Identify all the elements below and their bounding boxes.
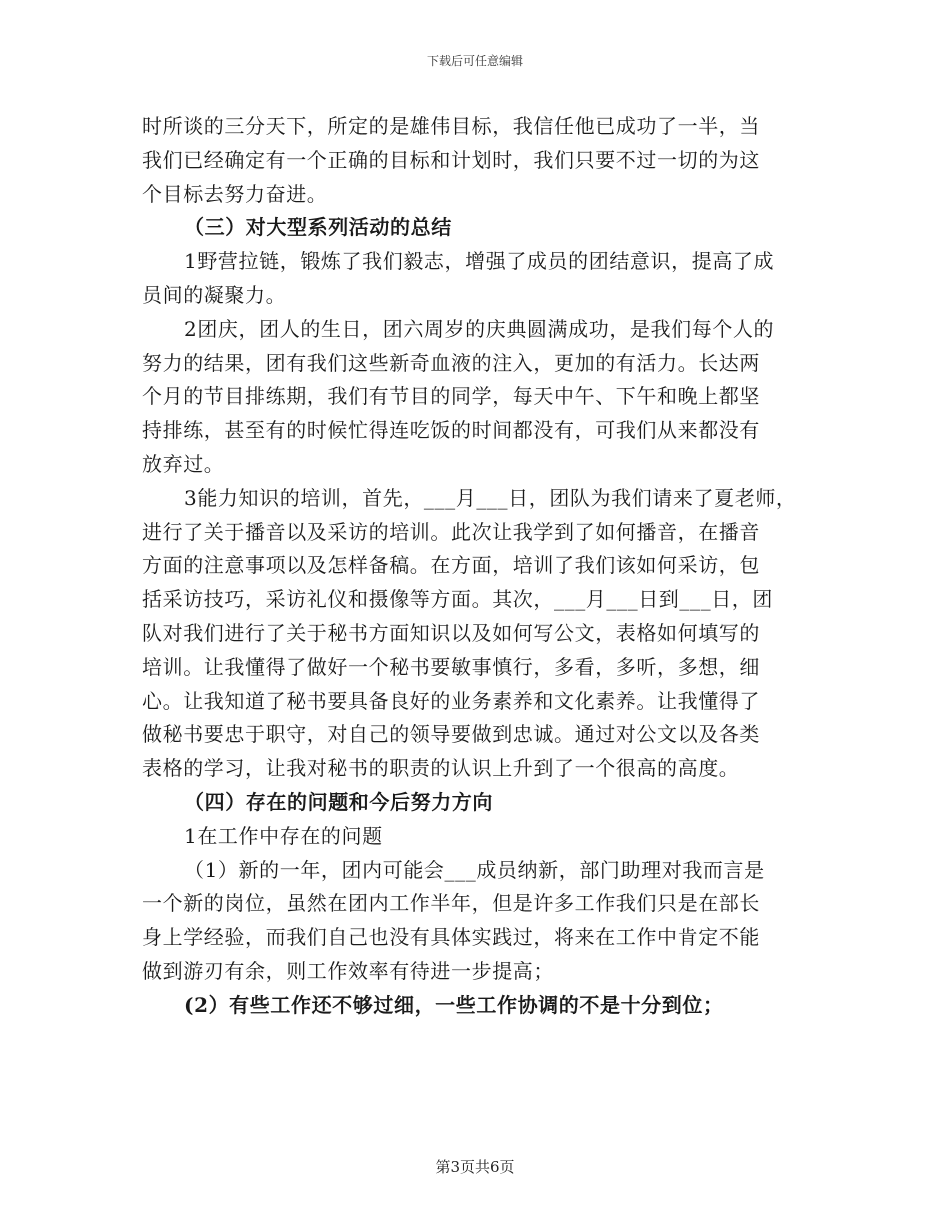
subsection-heading: 1在工作中存在的问题 xyxy=(184,823,383,848)
text-line: 队对我们进行了关于秘书方面知识以及如何写公文，表格如何填写的 xyxy=(142,620,760,645)
body-text xyxy=(142,110,832,1023)
text-line: 个目标去努力奋进。 xyxy=(142,181,328,206)
text-line: 做到游刃有余，则工作效率有待进一步提高； xyxy=(142,958,554,983)
page-header: 下载后可任意编辑 xyxy=(426,54,523,68)
text-line: 进行了关于播音以及采访的培训。此次让我学到了如何播音，在播音 xyxy=(142,519,760,544)
bold-text-line: (2）有些工作还不够过细，一些工作协调的不是十分到位； xyxy=(184,992,724,1017)
text-line: 放弃过。 xyxy=(142,451,225,476)
text-line: 表格的学习，让我对秘书的职责的认识上升到了一个很高的高度。 xyxy=(142,756,740,781)
text-line: 时所谈的三分天下，所定的是雄伟目标，我信任他已成功了一半，当 xyxy=(142,114,760,138)
text-line: 培训。让我懂得了做好一个秘书要敏事慎行，多看，多听，多想，细 xyxy=(142,654,760,679)
page-footer: 第3页共6页 xyxy=(435,1158,515,1176)
section-heading: （四）存在的问题和今后努力方向 xyxy=(184,789,493,814)
text-line: 我们已经确定有一个正确的目标和计划时，我们只要不过一切的为这 xyxy=(142,147,760,172)
section-heading: （三）对大型系列活动的总结 xyxy=(184,215,452,240)
text-line: 努力的结果，团有我们这些新奇血液的注入，更加的有活力。长达两 xyxy=(142,350,760,375)
text-line: 持排练，甚至有的时候忙得连吃饭的时间都没有，可我们从来都没有 xyxy=(142,418,760,443)
text-line: （1）新的一年，团内可能会___成员纳新，部门助理对我而言是 xyxy=(184,857,765,882)
text-line: 身上学经验，而我们自己也没有具体实践过，将来在工作中肯定不能 xyxy=(142,925,760,950)
text-line: 心。让我知道了秘书要具备良好的业务素养和文化素养。让我懂得了 xyxy=(142,688,760,713)
text-line: 一个新的岗位，虽然在团内工作半年，但是许多工作我们只是在部长 xyxy=(142,891,760,916)
text-line: 做秘书要忠于职守，对自己的领导要做到忠诚。通过对公文以及各类 xyxy=(142,722,760,747)
text-line: 1野营拉链，锻炼了我们毅志，增强了成员的团结意识，提高了成 xyxy=(184,249,775,274)
text-line: 2团庆，团人的生日，团六周岁的庆典圆满成功，是我们每个人的 xyxy=(184,316,775,341)
text-line: 3能力知识的培训，首先，___月___日，团队为我们请来了夏老师， xyxy=(184,485,797,510)
text-line: 个月的节目排练期，我们有节目的同学，每天中午、下午和晚上都坚 xyxy=(142,384,760,409)
text-line: 括采访技巧，采访礼仪和摄像等方面。其次，___月___日到___日，团 xyxy=(142,587,773,612)
text-line: 员间的凝聚力。 xyxy=(142,282,287,307)
text-line: 方面的注意事项以及怎样备稿。在方面，培训了我们该如何采访，包 xyxy=(142,553,760,578)
